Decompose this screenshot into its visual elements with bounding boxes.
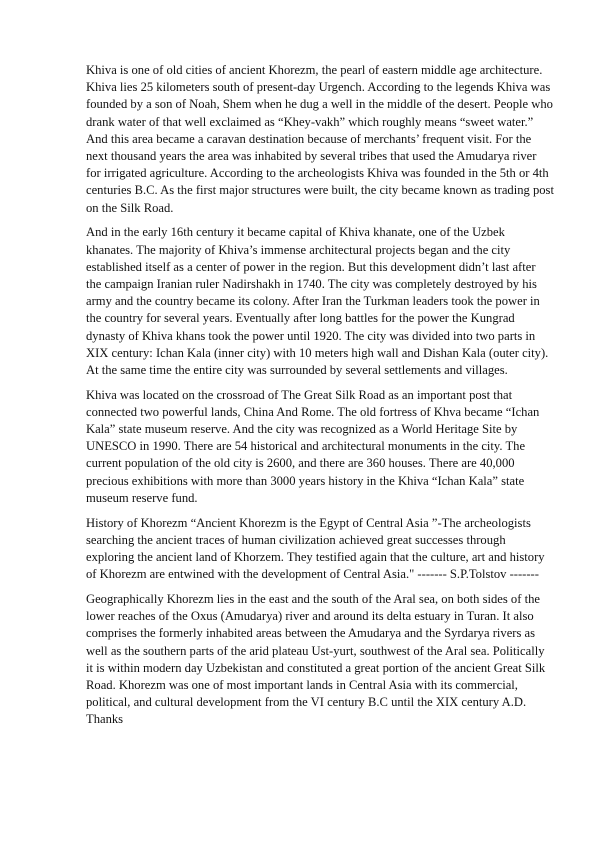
paragraph-geography-of-khorezm: Geographically Khorezm lies in the east and the south of the Aral sea, on both sides of the lower reaches of the Oxus (Amudarya) river and around its delta estuary in Turan. It also comprises the formerly inhabited areas between the Amudarya and the Syrdarya rivers as well as the southern parts of the arid plateau Ust-yurt, southwest of the Aral sea. Politically it is within modern day Uzbekistan and constituted a great portion of the ancient Great Silk Road. Khorezm was one of most important lands in Central Asia with its commercial, political, and cultural development from the VI century B.C until the XIX century A.D. Thanks — [86, 591, 546, 727]
paragraph-silk-road-heritage: Khiva was located on the crossroad of The Great Silk Road as an important post that connected two powerful lands, China And Rome. The old fortress of Khva became “Ichan Kala” state museum reserve. And the city was recognized as a World Heritage Site by UNESCO in 1990. There are 54 historical and architectural monuments in the city. The current population of the old city is 2600, and there are 360 houses. There are 40,000 precious exhibitions with more than 3000 years history in the Khiva “Ichan Kala” state museum reserve fund. — [86, 387, 540, 505]
document-body — [86, 62, 554, 736]
paragraph-history-of-khorezm: History of Khorezm “Ancient Khorezm is the Egypt of Central Asia ”-The archeologists searching the ancient traces of human civilization achieved great successes through exploring the ancient land of Khorzem. They testified again that the culture, art and history of Khorezm are entwined with the development of Central Asia." ------- S.P.Tolstov ------- — [86, 515, 545, 582]
paragraph-khiva-khanate: And in the early 16th century it became capital of Khiva khanate, one of the Uzbek khanates. The majority of Khiva’s immense architectural projects began and the city established itself as a center of power in the region. But this development didn’t last after the campaign Iranian ruler Nadirshakh in 1740. The city was completely destroyed by his army and the country became its colony. After Iran the Turkman leaders took the power in the country for several years. Eventually after long battles for the power the Kungrad dynasty of Khiva khans took the power until 1920. The city was divided into two parts in XIX century: Ichan Kala (inner city) with 10 meters high wall and Dishan Kala (outer city). At the same time the entire city was surrounded by several settlements and villages. — [86, 225, 549, 377]
paragraph-khiva-intro: Khiva is one of old cities of ancient Khorezm, the pearl of eastern middle age architecture. Khiva lies 25 kilometers south of present-day Urgench. According to the legends Khiva was founded by a son of Noah, Shem when he dug a well in the middle of the desert. People who drank water of that well exclaimed as “Khey-vakh” which roughly means “sweet water.” And this area became a caravan destination because of merchants’ frequent visit. For the next thousand years the area was inhabited by several tribes that used the Amudarya river for irrigated agriculture. According to the archeologists Khiva was founded in the 5th or 4th centuries B.C. As the first major structures were built, the city became known as trading post on the Silk Road. — [86, 63, 554, 215]
